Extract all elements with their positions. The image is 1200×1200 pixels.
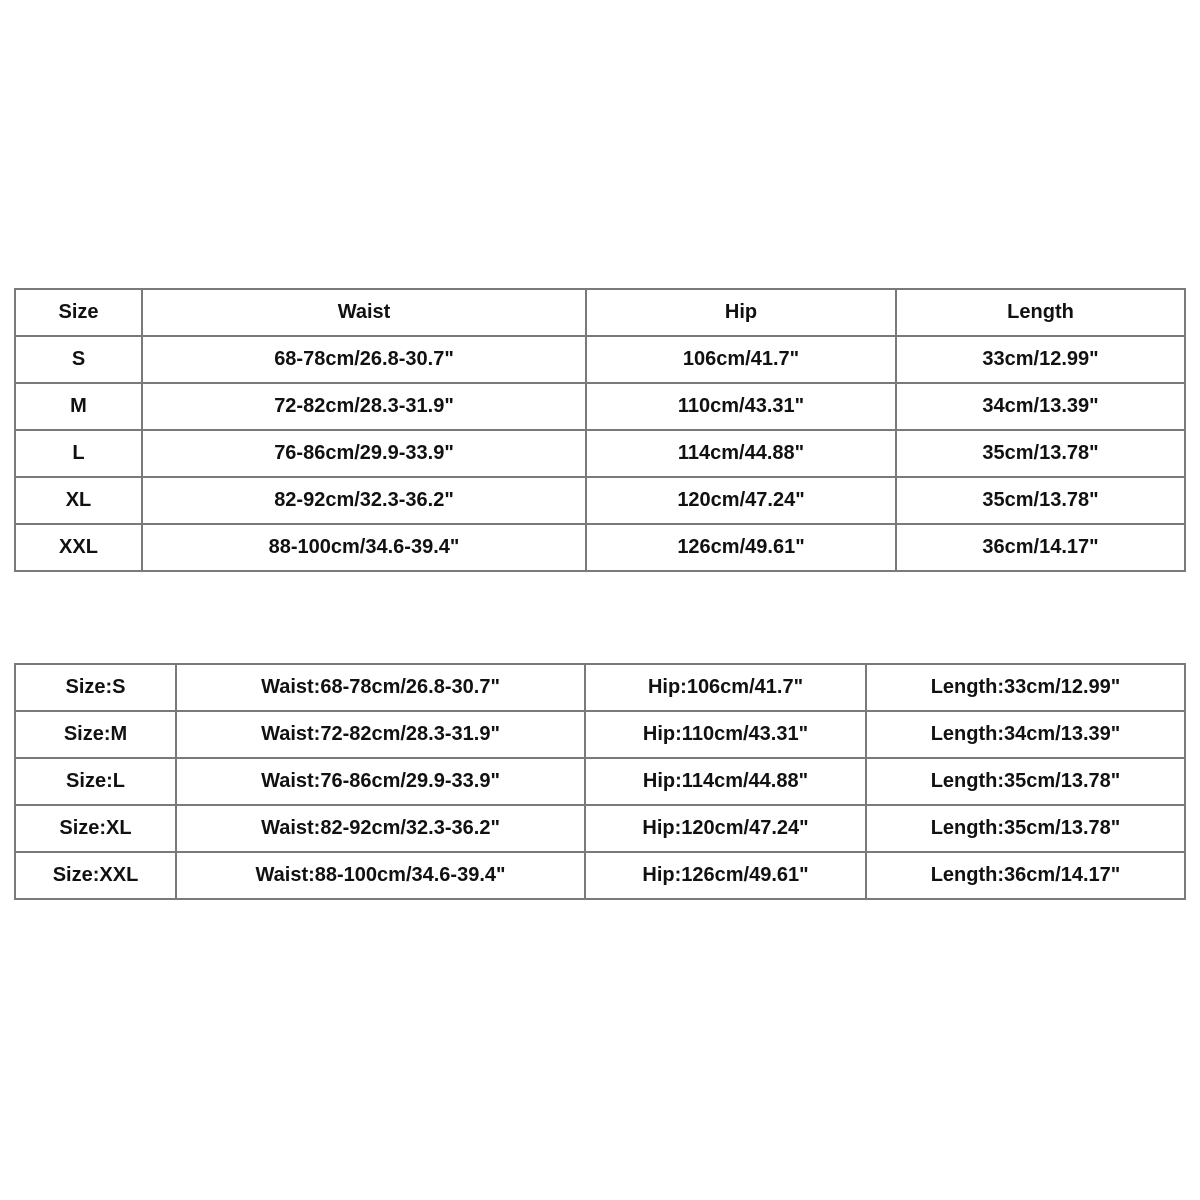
cell-hip: 120cm/47.24" bbox=[586, 477, 896, 524]
cell-waist: Waist:88-100cm/34.6-39.4" bbox=[176, 852, 585, 899]
cell-hip: 110cm/43.31" bbox=[586, 383, 896, 430]
cell-length: 35cm/13.78" bbox=[896, 430, 1185, 477]
cell-hip: 126cm/49.61" bbox=[586, 524, 896, 571]
cell-hip: Hip:114cm/44.88" bbox=[585, 758, 866, 805]
cell-waist: 68-78cm/26.8-30.7" bbox=[142, 336, 586, 383]
header-size: Size bbox=[15, 289, 142, 336]
cell-hip: Hip:110cm/43.31" bbox=[585, 711, 866, 758]
header-length: Length bbox=[896, 289, 1185, 336]
cell-waist: Waist:72-82cm/28.3-31.9" bbox=[176, 711, 585, 758]
cell-waist: Waist:68-78cm/26.8-30.7" bbox=[176, 664, 585, 711]
cell-length: Length:35cm/13.78" bbox=[866, 805, 1185, 852]
cell-length: Length:33cm/12.99" bbox=[866, 664, 1185, 711]
cell-hip: 106cm/41.7" bbox=[586, 336, 896, 383]
cell-hip: Hip:126cm/49.61" bbox=[585, 852, 866, 899]
cell-size: Size:L bbox=[15, 758, 176, 805]
table-header-row bbox=[15, 289, 1185, 336]
cell-size: XXL bbox=[15, 524, 142, 571]
table-row bbox=[15, 524, 1185, 571]
cell-length: 36cm/14.17" bbox=[896, 524, 1185, 571]
cell-length: Length:34cm/13.39" bbox=[866, 711, 1185, 758]
cell-length: 33cm/12.99" bbox=[896, 336, 1185, 383]
cell-waist: 82-92cm/32.3-36.2" bbox=[142, 477, 586, 524]
table-row bbox=[15, 430, 1185, 477]
cell-waist: 88-100cm/34.6-39.4" bbox=[142, 524, 586, 571]
cell-size: L bbox=[15, 430, 142, 477]
table-row bbox=[15, 477, 1185, 524]
table-row bbox=[15, 852, 1185, 899]
cell-size: Size:XXL bbox=[15, 852, 176, 899]
cell-size: S bbox=[15, 336, 142, 383]
cell-length: 34cm/13.39" bbox=[896, 383, 1185, 430]
table-row bbox=[15, 383, 1185, 430]
cell-size: Size:M bbox=[15, 711, 176, 758]
cell-hip: Hip:106cm/41.7" bbox=[585, 664, 866, 711]
header-waist: Waist bbox=[142, 289, 586, 336]
cell-hip: Hip:120cm/47.24" bbox=[585, 805, 866, 852]
header-hip: Hip bbox=[586, 289, 896, 336]
table-row bbox=[15, 664, 1185, 711]
cell-size: XL bbox=[15, 477, 142, 524]
cell-hip: 114cm/44.88" bbox=[586, 430, 896, 477]
table-row bbox=[15, 805, 1185, 852]
cell-length: Length:35cm/13.78" bbox=[866, 758, 1185, 805]
cell-waist: 76-86cm/29.9-33.9" bbox=[142, 430, 586, 477]
size-chart-table-labeled bbox=[14, 663, 1186, 900]
cell-size: M bbox=[15, 383, 142, 430]
cell-waist: Waist:76-86cm/29.9-33.9" bbox=[176, 758, 585, 805]
size-chart-table-columns bbox=[14, 288, 1186, 572]
table-row bbox=[15, 758, 1185, 805]
cell-waist: 72-82cm/28.3-31.9" bbox=[142, 383, 586, 430]
cell-size: Size:XL bbox=[15, 805, 176, 852]
cell-waist: Waist:82-92cm/32.3-36.2" bbox=[176, 805, 585, 852]
table-row bbox=[15, 711, 1185, 758]
table-row bbox=[15, 336, 1185, 383]
cell-length: Length:36cm/14.17" bbox=[866, 852, 1185, 899]
cell-size: Size:S bbox=[15, 664, 176, 711]
cell-length: 35cm/13.78" bbox=[896, 477, 1185, 524]
